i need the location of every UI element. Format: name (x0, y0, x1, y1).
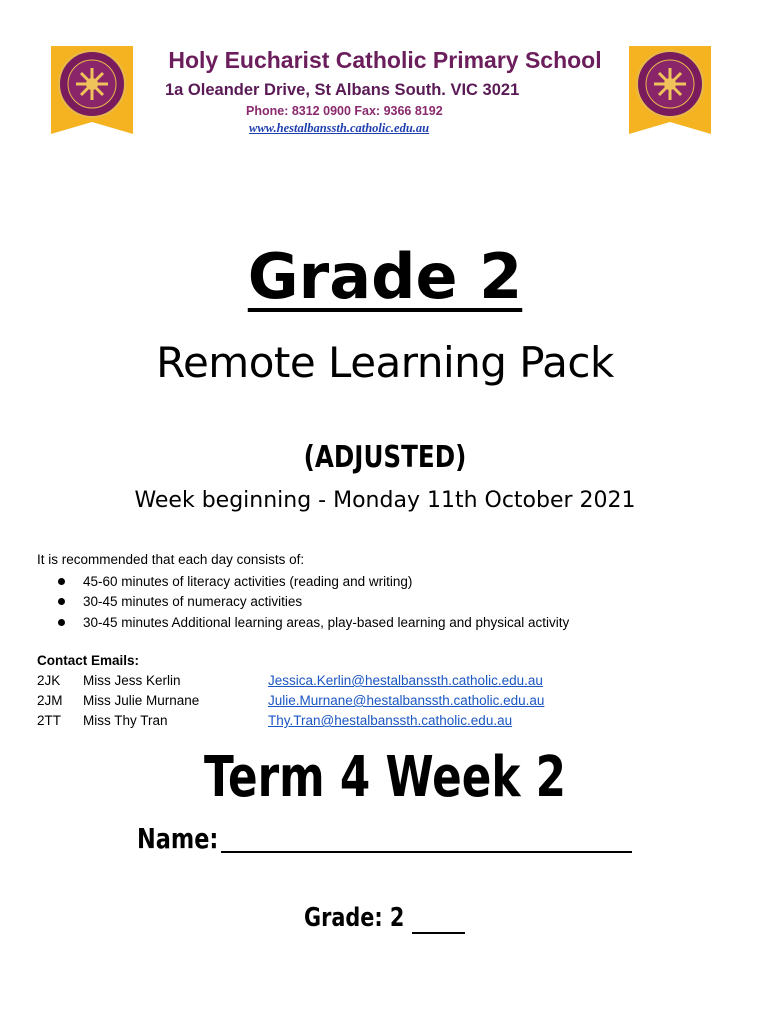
school-website-link[interactable]: www.hestalbanssth.catholic.edu.au (249, 121, 430, 135)
term-week-title: Term 4 Week 2 (203, 745, 566, 810)
school-name: Holy Eucharist Catholic Primary School (168, 47, 602, 73)
teacher-name: Miss Jess Kerlin (83, 673, 181, 688)
teacher-name: Miss Julie Murnane (83, 693, 200, 708)
contact-row (37, 713, 737, 733)
class-code: 2JK (37, 673, 61, 688)
school-phone-fax: Phone: 8312 0900 Fax: 9366 8192 (246, 104, 443, 118)
class-code: 2TT (37, 713, 62, 728)
teacher-email-link[interactable]: Thy.Tran@hestalbanssth.catholic.edu.au (268, 713, 513, 728)
recommendation-intro: It is recommended that each day consists of: (37, 552, 305, 567)
contact-heading: Contact Emails: (37, 653, 140, 668)
name-fill-line[interactable] (221, 851, 632, 853)
teacher-email-link[interactable]: Jessica.Kerlin@hestalbanssth.catholic.edu.au (268, 673, 543, 688)
pack-title: Remote Learning Pack (156, 338, 614, 387)
bullet-icon (58, 619, 65, 626)
recommendation-list (58, 571, 569, 633)
adjusted-label: (ADJUSTED) (303, 440, 467, 475)
bullet-icon (58, 578, 65, 585)
grade-title: Grade 2 (247, 240, 523, 313)
teacher-name: Miss Thy Tran (83, 713, 168, 728)
grade-fill-line[interactable] (412, 932, 465, 934)
school-address: 1a Oleander Drive, St Albans South. VIC 3021 (165, 81, 520, 99)
grade-label: Grade: 2 (304, 903, 405, 933)
list-item: 45-60 minutes of literacy activities (reading and writing) (58, 571, 569, 592)
contact-row (37, 693, 737, 713)
name-label: Name: (137, 822, 219, 855)
contact-row (37, 673, 737, 693)
teacher-email-link[interactable]: Julie.Murnane@hestalbanssth.catholic.edu.au (268, 693, 545, 708)
list-item: 30-45 minutes of numeracy activities (58, 592, 569, 613)
week-beginning: Week beginning - Monday 11th October 2021 (134, 488, 636, 513)
class-code: 2JM (37, 693, 63, 708)
bullet-icon (58, 598, 65, 605)
list-item: 30-45 minutes Additional learning areas, play-based learning and physical activity (58, 612, 569, 633)
